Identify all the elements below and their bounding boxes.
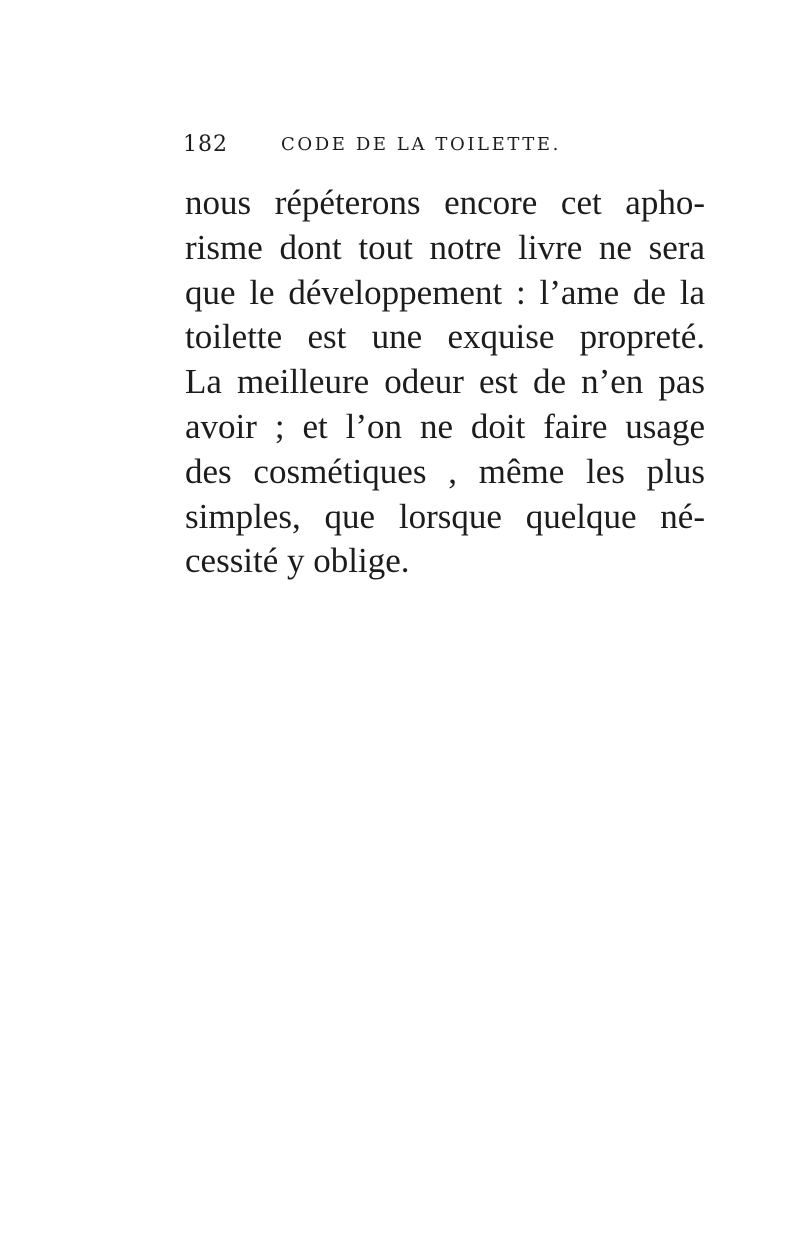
text-line-last: cessité y oblige.	[185, 541, 410, 581]
running-head	[183, 132, 613, 162]
text-line: La meilleure odeur est de n’en pas	[185, 362, 705, 402]
text-line: toilette est une exquise propreté.	[185, 317, 705, 357]
text-line: risme dont tout notre livre ne sera	[185, 227, 705, 267]
running-title: CODE DE LA TOILETTE.	[281, 134, 561, 155]
text-line: avoir ; et l’on ne doit faire usage	[185, 406, 705, 446]
page-number: 182	[183, 132, 228, 157]
text-line: simples, que lorsque quelque né-	[185, 496, 705, 536]
text-line: nous répéterons encore cet apho-	[185, 183, 705, 222]
text-line: que le développement : l’ame de la	[185, 272, 705, 312]
text-line: des cosmétiques , même les plus	[185, 451, 705, 491]
body-text	[185, 181, 705, 584]
